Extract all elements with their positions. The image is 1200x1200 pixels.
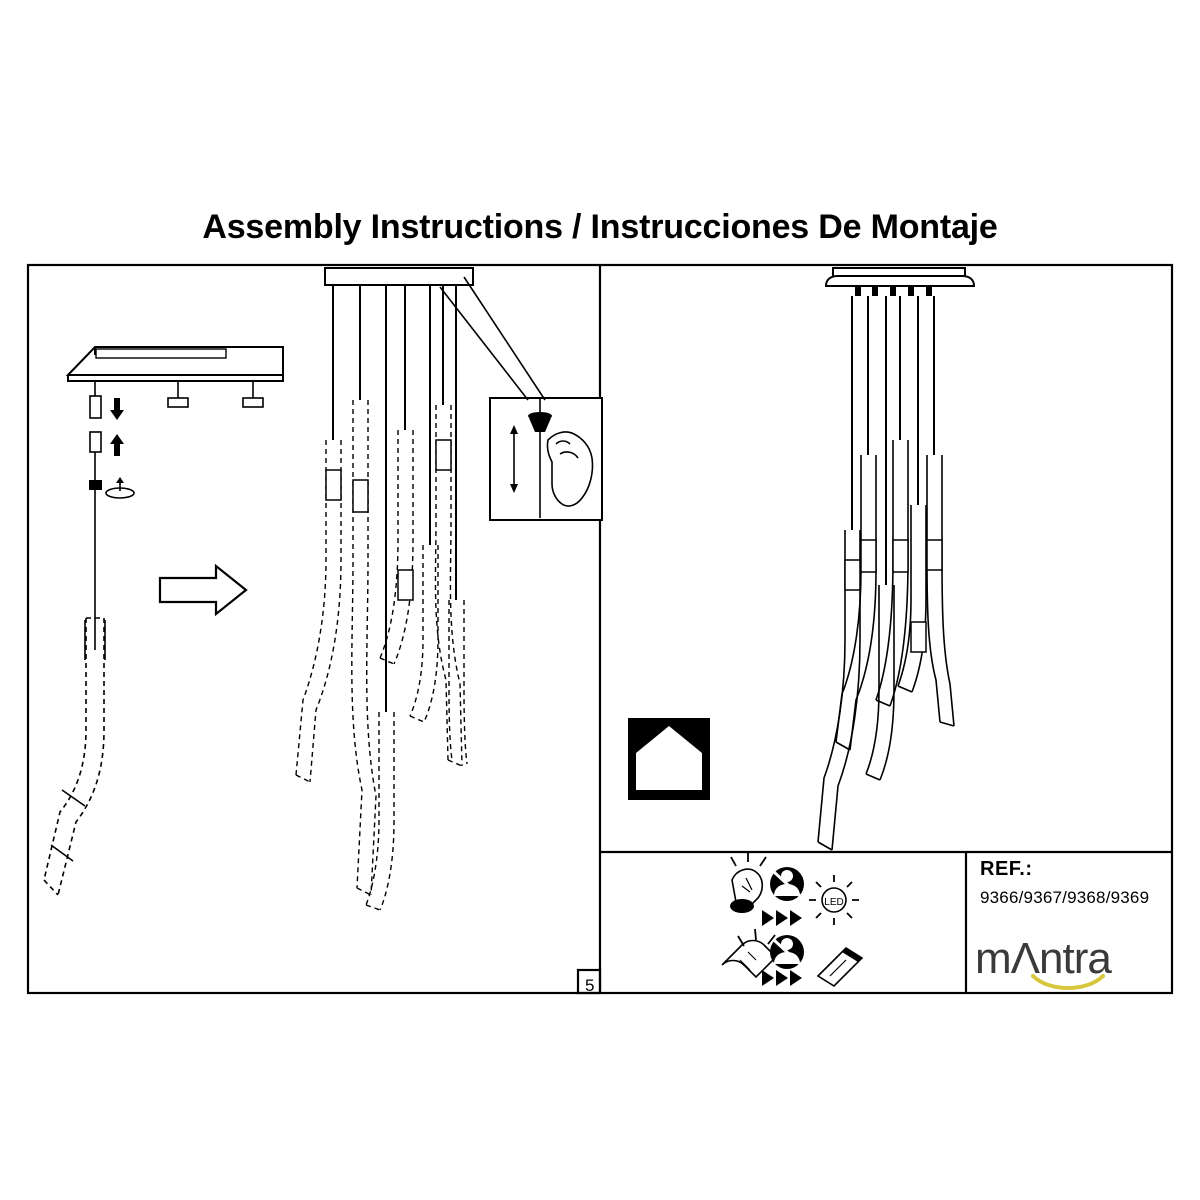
cluster-pendants-left <box>296 400 467 910</box>
cluster-connectors-left <box>326 440 451 600</box>
broken-bulb-icon <box>730 852 766 913</box>
mantra-wordmark: mΛntra <box>975 934 1111 983</box>
up-down-arrow-icon <box>110 398 124 456</box>
reference-codes: 9366/9367/9368/9369 <box>980 888 1150 907</box>
pendant-lamp-left-solid <box>51 620 105 861</box>
right-panel-drawing <box>628 268 974 850</box>
warning-symbols-panel <box>722 852 862 986</box>
pendant-lamp-left <box>44 618 104 895</box>
led-label: LED <box>824 897 844 908</box>
rotate-arrow-icon <box>106 477 134 498</box>
led-sun-icon <box>809 875 859 925</box>
triple-arrow-icon <box>762 970 802 986</box>
no-replace-driver-icon <box>770 935 804 969</box>
no-replace-bulb-icon <box>770 867 804 901</box>
page-number: 5 <box>585 976 595 995</box>
mantra-logo <box>975 930 1175 992</box>
reference-label: REF.: <box>980 858 1033 880</box>
triple-arrow-icon <box>762 910 802 926</box>
page-title: Assembly Instructions / Instrucciones De Montaje <box>202 208 998 246</box>
right-arrow-icon <box>160 566 246 614</box>
led-driver-icon <box>818 948 862 986</box>
house-with-arrow-icon <box>628 718 710 800</box>
mantra-swoosh-icon <box>1031 974 1105 992</box>
left-panel-drawing <box>44 268 602 910</box>
ceiling-canopy-right <box>826 268 974 296</box>
ceiling-plate-exploded <box>68 347 283 381</box>
damaged-led-strip-icon <box>722 929 776 977</box>
